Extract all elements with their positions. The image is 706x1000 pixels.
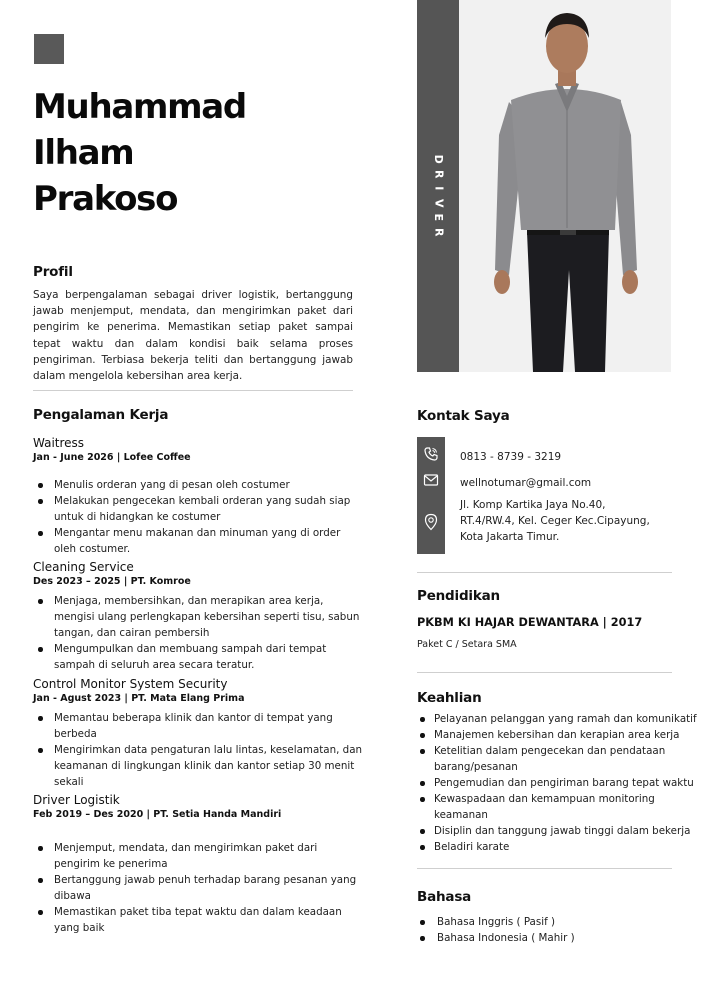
list-item: Bahasa Indonesia ( Mahir ) — [417, 930, 575, 946]
list-item: Kewaspadaan dan kemampuan monitoring keamanan — [417, 791, 702, 823]
job-meta: Jan - June 2026 | Lofee Coffee — [33, 452, 191, 463]
role-letter: R — [432, 227, 446, 236]
job-entry — [33, 559, 363, 673]
divider — [417, 868, 672, 869]
list-item: Pelayanan pelanggan yang ramah dan komunikatif — [417, 711, 702, 727]
job-meta: Feb 2019 – Des 2020 | PT. Setia Handa Mandiri — [33, 809, 282, 820]
job-duties — [33, 593, 363, 673]
name-line-1: Muhammad — [33, 87, 246, 127]
role-letter: V — [432, 198, 446, 208]
list-item: Mengantar menu makanan dan minuman yang di order oleh costumer. — [33, 525, 363, 557]
education-title: Pendidikan — [417, 588, 500, 604]
address — [460, 497, 650, 545]
list-item: Mengirimkan data pengaturan lalu lintas, keselamatan, dan keamanan di lingkungan klinik dan kantor setiap 30 menit sekali — [33, 742, 363, 790]
education-school: PKBM KI HAJAR DEWANTARA | 2017 — [417, 616, 643, 629]
decorative-square — [34, 34, 64, 64]
phone-number: 0813 - 8739 - 3219 — [460, 451, 562, 463]
experience-section — [33, 407, 363, 936]
list-item: Menjemput, mendata, dan mengirimkan paket dari pengirim ke penerima — [33, 840, 363, 872]
job-title: Cleaning Service — [33, 560, 134, 574]
list-item: Memastikan paket tiba tepat waktu dan dalam keadaan yang baik — [33, 904, 363, 936]
role-letter: I — [432, 186, 446, 191]
job-duties — [33, 710, 363, 790]
job-entry — [33, 792, 363, 936]
job-title: Waitress — [33, 436, 85, 450]
person-illustration — [459, 0, 671, 372]
list-item: Pengemudian dan pengiriman barang tepat waktu — [417, 775, 702, 791]
languages-list — [417, 914, 575, 946]
contact-icon-band — [417, 437, 445, 554]
job-duties — [33, 477, 363, 557]
role-letter: D — [432, 154, 446, 164]
job-title: Control Monitor System Security — [33, 677, 228, 691]
job-duties — [33, 840, 363, 936]
job-meta: Jan - Agust 2023 | PT. Mata Elang Prima — [33, 693, 245, 704]
name-line-2: Ilham — [33, 133, 134, 173]
skills-list — [417, 711, 702, 855]
job-title: Driver Logistik — [33, 793, 120, 807]
email-address: wellnotumar@gmail.com — [460, 477, 592, 489]
address-line: Kota Jakarta Timur. — [460, 531, 560, 543]
job-meta: Des 2023 – 2025 | PT. Komroe — [33, 576, 191, 587]
role-letter: R — [432, 169, 446, 178]
role-letter: E — [432, 213, 446, 222]
list-item: Ketelitian dalam pengecekan dan pendataan barang/pesanan — [417, 743, 702, 775]
list-item: Menjaga, membersihkan, dan merapikan area kerja, mengisi ulang perlengkapan kebersihan seperti tisu, sabun tangan, dan cairan pembersih — [33, 593, 363, 641]
job-entry — [33, 676, 363, 790]
divider — [33, 390, 353, 391]
list-item: Manajemen kebersihan dan kerapian area kerja — [417, 727, 702, 743]
list-item: Melakukan pengecekan kembali orderan yang sudah siap untuk di hidangkan ke costumer — [33, 493, 363, 525]
phone-icon — [417, 446, 445, 462]
mail-icon — [417, 473, 445, 487]
profile-section — [33, 264, 353, 384]
name-line-3: Prakoso — [33, 179, 178, 219]
profile-title: Profil — [33, 264, 73, 280]
divider — [417, 672, 672, 673]
list-item: Mengumpulkan dan membuang sampah dari tempat sampah di seluruh area secara teratur. — [33, 641, 363, 673]
role-band — [417, 0, 459, 372]
languages-title: Bahasa — [417, 889, 472, 905]
profile-text: Saya berpengalaman sebagai driver logistik, bertanggung jawab menjemput, mendata, dan mengirimkan paket dari pengirim ke penerima. Memastikan setiap paket sampai tepat waktu dan dalam kondisi baik selama proses pengiriman. Terbiasa bekerja teliti dan bertanggung jawab dalam mengelola kebersihan area kerja. — [33, 289, 353, 383]
job-entry — [33, 435, 363, 557]
education-level: Paket C / Setara SMA — [417, 639, 517, 650]
skills-title: Keahlian — [417, 690, 482, 706]
list-item: Bertanggung jawab penuh terhadap barang pesanan yang dibawa — [33, 872, 363, 904]
list-item: Bahasa Inggris ( Pasif ) — [417, 914, 575, 930]
role-label — [432, 152, 444, 239]
list-item: Beladiri karate — [417, 839, 702, 855]
experience-title: Pengalaman Kerja — [33, 407, 169, 423]
location-pin-icon — [417, 513, 445, 531]
list-item: Disiplin dan tanggung jawab tinggi dalam bekerja — [417, 823, 702, 839]
divider — [417, 572, 672, 573]
list-item: Memantau beberapa klinik dan kantor di tempat yang berbeda — [33, 710, 363, 742]
list-item: Menulis orderan yang di pesan oleh costumer — [33, 477, 363, 493]
profile-photo — [459, 0, 671, 372]
address-line: RT.4/RW.4, Kel. Ceger Kec.Cipayung, — [460, 515, 650, 527]
contact-title: Kontak Saya — [417, 408, 510, 424]
address-line: Jl. Komp Kartika Jaya No.40, — [460, 499, 606, 511]
full-name — [33, 84, 393, 222]
